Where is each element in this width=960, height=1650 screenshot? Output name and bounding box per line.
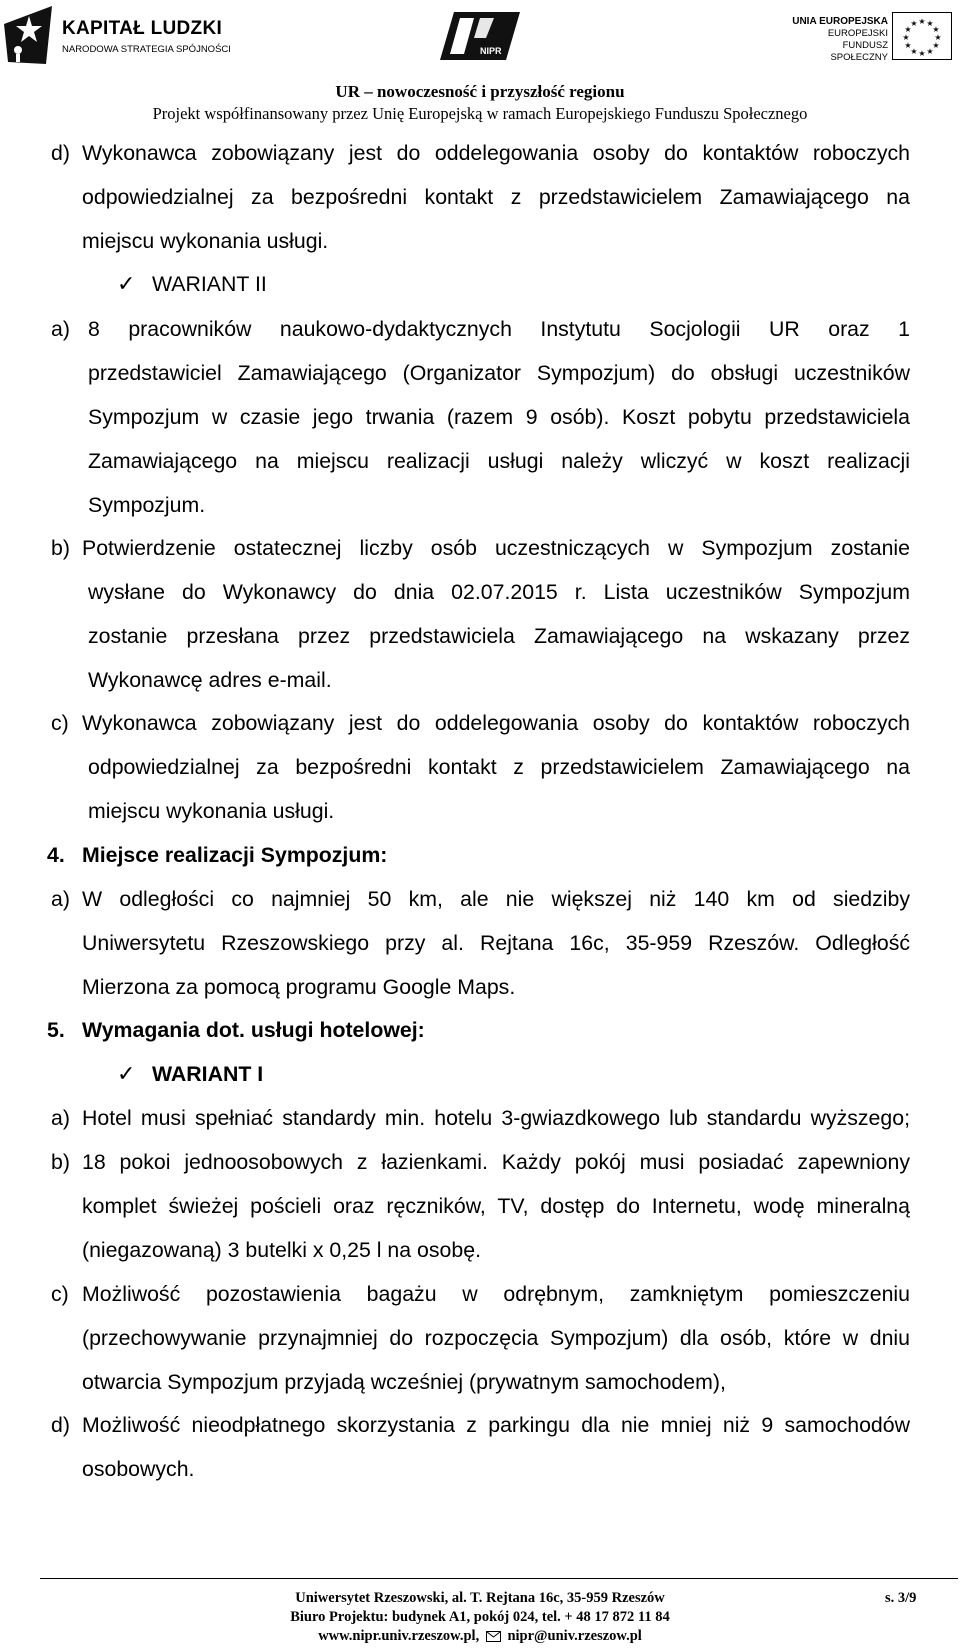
item-a-line: Sympozjum w czasie jego trwania (razem 9 osób). Koszt pobytu przedstawiciela <box>88 405 910 429</box>
checkmark-icon: ✓ <box>117 1061 136 1086</box>
envelope-icon <box>486 1631 501 1642</box>
eu-logo-line2: EUROPEJSKI <box>827 28 888 39</box>
item-a-line: Uniwersytetu Rzeszowskiego przy al. Rejtana 16c, 35-959 Rzeszów. Odległość <box>82 931 910 955</box>
item-a-line: Sympozjum. <box>88 493 206 517</box>
item-c-line: otwarcia Sympozjum przyjadą wcześniej (prywatnym samochodem), <box>82 1370 726 1394</box>
svg-text:★: ★ <box>910 19 918 28</box>
footer-contact <box>0 1627 960 1645</box>
item-a-line: Hotel musi spełniać standardy min. hotelu 3-gwiazdkowego lub standardu wyższego; <box>82 1106 910 1130</box>
svg-text:★: ★ <box>904 41 912 50</box>
item-b-line: komplet świeżej pościeli oraz ręczników, TV, dostęp do Internetu, wodę mineralną <box>82 1194 910 1218</box>
svg-text:NIPR: NIPR <box>480 46 502 56</box>
svg-text:★: ★ <box>918 17 926 26</box>
item-b-line: zostanie przesłana przez przedstawiciela Zamawiającego na wskazany przez <box>88 624 910 648</box>
item-a-line: przedstawiciel Zamawiającego (Organizator Sympozjum) do obsługi uczestników <box>88 361 910 385</box>
section-5-number: 5. <box>47 1018 65 1042</box>
page-number: s. 3/9 <box>885 1590 917 1606</box>
checkmark-icon: ✓ <box>117 271 136 296</box>
item-b-line: Wykonawcę adres e-mail. <box>88 668 332 692</box>
item-b-label: b) <box>51 536 70 560</box>
item-d-line: odpowiedzialnej za bezpośredni kontakt z przedstawicielem Zamawiającego na <box>82 185 910 209</box>
footer-address: Uniwersytet Rzeszowski, al. T. Rejtana 16c, 35-959 Rzeszów <box>295 1590 665 1606</box>
kapital-ludzki-subtitle: NARODOWA STRATEGIA SPÓJNOŚCI <box>62 44 231 55</box>
item-a-label: a) <box>51 317 70 341</box>
section-4-number: 4. <box>47 843 65 867</box>
item-b-line: (niegazowaną) 3 butelki x 0,25 l na osobę. <box>82 1238 481 1262</box>
item-d-line: miejscu wykonania usługi. <box>82 229 329 253</box>
svg-text:★: ★ <box>904 25 912 34</box>
section-5-title: Wymagania dot. usługi hotelowej: <box>82 1018 425 1042</box>
item-a-line: Zamawiającego na miejscu realizacji usługi należy wliczyć w koszt realizacji <box>88 449 910 473</box>
svg-text:★: ★ <box>926 19 934 28</box>
svg-text:★: ★ <box>926 47 934 56</box>
item-b-line: Potwierdzenie ostatecznej liczby osób uczestniczących w Sympozjum zostanie <box>82 536 910 560</box>
item-b-line: 18 pokoi jednoosobowych z łazienkami. Każdy pokój musi posiadać zapewniony <box>82 1150 910 1174</box>
item-c-line: Wykonawca zobowiązany jest do oddelegowania osoby do kontaktów roboczych <box>82 711 910 735</box>
eu-logo-line1: UNIA EUROPEJSKA <box>792 16 888 27</box>
item-a-line: W odległości co najmniej 50 km, ale nie większej niż 140 km od siedziby <box>82 887 910 911</box>
project-subtitle: Projekt współfinansowany przez Unię Europejską w ramach Europejskiego Funduszu Społecznego <box>152 104 808 123</box>
item-d-label: d) <box>51 141 70 165</box>
item-b-line: wysłane do Wykonawcy do dnia 02.07.2015 r. Lista uczestników Sympozjum <box>88 580 910 604</box>
item-a-line: Mierzona za pomocą programu Google Maps. <box>82 975 516 999</box>
project-title: UR – nowoczesność i przyszłość regionu <box>335 82 625 101</box>
item-d-line: Możliwość nieodpłatnego skorzystania z parkingu dla nie mniej niż 9 samochodów <box>82 1413 910 1437</box>
item-c-line: miejscu wykonania usługi. <box>88 799 335 823</box>
variant-heading: WARIANT II <box>152 272 267 296</box>
svg-text:★: ★ <box>932 41 940 50</box>
item-c-label: c) <box>51 1282 69 1306</box>
footer-email-link[interactable]: nipr@univ.rzeszow.pl <box>507 1628 642 1644</box>
footer-office: Biuro Projektu: budynek A1, pokój 024, tel. + 48 17 872 11 84 <box>290 1609 670 1625</box>
item-c-label: c) <box>51 711 69 735</box>
kapital-ludzki-title: KAPITAŁ LUDZKI <box>62 18 223 39</box>
item-c-line: odpowiedzialnej za bezpośredni kontakt z przedstawicielem Zamawiającego na <box>88 755 910 779</box>
item-a-label: a) <box>51 1106 70 1130</box>
item-c-line: Możliwość pozostawienia bagażu w odrębnym, zamkniętym pomieszczeniu <box>82 1282 910 1306</box>
svg-text:★: ★ <box>910 47 918 56</box>
variant-heading: WARIANT I <box>152 1062 264 1086</box>
svg-text:★: ★ <box>902 33 910 42</box>
footer-divider <box>40 1578 958 1579</box>
svg-text:★: ★ <box>934 33 942 42</box>
item-a-line: 8 pracowników naukowo-dydaktycznych Instytutu Socjologii UR oraz 1 <box>88 317 910 341</box>
eu-logo-line3: FUNDUSZ SPOŁECZNY <box>830 40 888 63</box>
svg-text:★: ★ <box>932 25 940 34</box>
item-d-line: osobowych. <box>82 1457 195 1481</box>
item-d-line: Wykonawca zobowiązany jest do oddelegowania osoby do kontaktów roboczych <box>82 141 910 165</box>
item-b-label: b) <box>51 1150 70 1174</box>
footer-website-link[interactable]: www.nipr.univ.rzeszow.pl, <box>318 1628 480 1644</box>
item-d-label: d) <box>51 1413 70 1437</box>
item-c-line: (przechowywanie przynajmniej do rozpoczęcia Sympozjum) dla osób, które w dniu <box>82 1326 910 1350</box>
item-a-label: a) <box>51 887 70 911</box>
section-4-title: Miejsce realizacji Sympozjum: <box>82 843 388 867</box>
svg-text:★: ★ <box>918 49 926 58</box>
